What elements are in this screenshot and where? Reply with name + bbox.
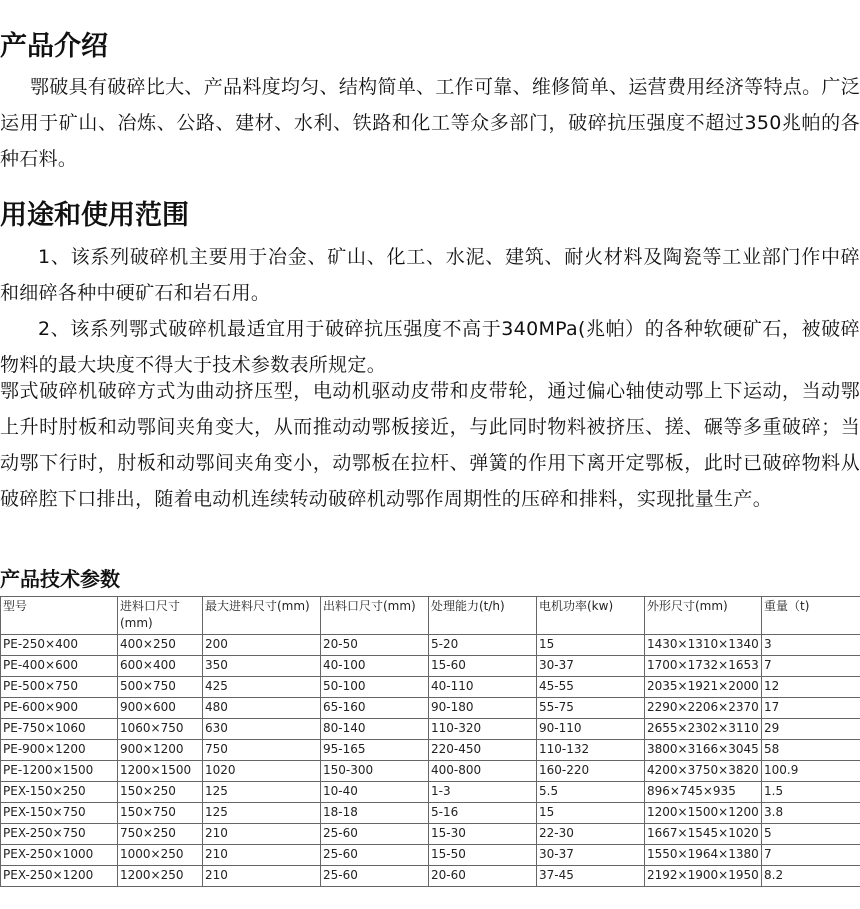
table-cell: PEX-250×1200 <box>1 866 118 887</box>
table-cell: 110-320 <box>429 719 537 740</box>
table-cell: 1020 <box>203 761 321 782</box>
table-cell: 90-110 <box>537 719 645 740</box>
table-cell: 22-30 <box>537 824 645 845</box>
column-header: 外形尺寸(mm) <box>645 597 762 635</box>
table-cell: 3.8 <box>762 803 860 824</box>
table-cell: 2655×2302×3110 <box>645 719 762 740</box>
table-cell: 1430×1310×1340 <box>645 635 762 656</box>
table-cell: 5-16 <box>429 803 537 824</box>
table-cell: 55-75 <box>537 698 645 719</box>
table-cell: 58 <box>762 740 860 761</box>
table-cell: 630 <box>203 719 321 740</box>
table-cell: 896×745×935 <box>645 782 762 803</box>
table-cell: PE-1200×1500 <box>1 761 118 782</box>
table-cell: 45-55 <box>537 677 645 698</box>
table-cell: 29 <box>762 719 860 740</box>
table-cell: 2192×1900×1950 <box>645 866 762 887</box>
table-row <box>1 761 860 782</box>
column-header: 电机功率(kw) <box>537 597 645 635</box>
table-row <box>1 635 860 656</box>
table-cell: 5-20 <box>429 635 537 656</box>
intro-heading: 产品介绍 <box>0 31 108 62</box>
table-cell: 30-37 <box>537 845 645 866</box>
table-cell: 18-18 <box>321 803 429 824</box>
table-cell: 1.5 <box>762 782 860 803</box>
table-cell: 210 <box>203 824 321 845</box>
table-cell: 1-3 <box>429 782 537 803</box>
table-cell: 7 <box>762 656 860 677</box>
table-row <box>1 782 860 803</box>
table-cell: 125 <box>203 803 321 824</box>
table-cell: PE-400×600 <box>1 656 118 677</box>
table-cell: PE-750×1060 <box>1 719 118 740</box>
table-cell: 1200×250 <box>118 866 203 887</box>
table-cell: 5.5 <box>537 782 645 803</box>
table-cell: 125 <box>203 782 321 803</box>
table-cell: 1060×750 <box>118 719 203 740</box>
intro-text: 鄂破具有破碎比大、产品料度均匀、结构简单、工作可靠、维修简单、运营费用经济等特点。广泛运用于矿山、冶炼、公路、建材、水利、铁路和化工等众多部门，破碎抗压强度不超过350兆帕的各种石料。 <box>0 76 860 170</box>
intro-paragraph <box>0 69 860 177</box>
table-cell: 25-60 <box>321 824 429 845</box>
table-cell: 2290×2206×2370 <box>645 698 762 719</box>
table-cell: 100.9 <box>762 761 860 782</box>
table-cell: 15-50 <box>429 845 537 866</box>
table-cell: 25-60 <box>321 866 429 887</box>
table-cell: 5 <box>762 824 860 845</box>
table-row <box>1 845 860 866</box>
specs-table <box>0 596 860 887</box>
table-cell: 480 <box>203 698 321 719</box>
table-cell: 7 <box>762 845 860 866</box>
table-cell: 90-180 <box>429 698 537 719</box>
table-cell: 25-60 <box>321 845 429 866</box>
table-cell: 750×250 <box>118 824 203 845</box>
table-cell: 150-300 <box>321 761 429 782</box>
table-cell: 1667×1545×1020 <box>645 824 762 845</box>
table-cell: 50-100 <box>321 677 429 698</box>
table-cell: 600×400 <box>118 656 203 677</box>
table-cell: 3 <box>762 635 860 656</box>
table-row <box>1 698 860 719</box>
table-cell: 900×600 <box>118 698 203 719</box>
table-cell: 1550×1964×1380 <box>645 845 762 866</box>
table-cell: 37-45 <box>537 866 645 887</box>
table-cell: 350 <box>203 656 321 677</box>
column-header: 出料口尺寸(mm) <box>321 597 429 635</box>
table-cell: 15 <box>537 635 645 656</box>
table-cell: 80-140 <box>321 719 429 740</box>
table-cell: 1200×1500 <box>118 761 203 782</box>
table-cell: 150×250 <box>118 782 203 803</box>
table-body <box>1 635 860 887</box>
table-cell: PEX-150×250 <box>1 782 118 803</box>
column-header: 处理能力(t/h) <box>429 597 537 635</box>
table-cell: 1200×1500×1200 <box>645 803 762 824</box>
table-cell: 8.2 <box>762 866 860 887</box>
table-cell: 12 <box>762 677 860 698</box>
table-cell: 30-37 <box>537 656 645 677</box>
table-row <box>1 803 860 824</box>
usage-item-2-text: 2、该系列鄂式破碎机最适宜用于破碎抗压强度不高于340MPa(兆帕）的各种软硬矿石，被破碎物料的最大块度不得大于技术参数表所规定。 <box>0 318 860 376</box>
table-cell: 425 <box>203 677 321 698</box>
table-cell: 500×750 <box>118 677 203 698</box>
usage-heading: 用途和使用范围 <box>0 200 189 231</box>
table-row <box>1 824 860 845</box>
table-row <box>1 656 860 677</box>
table-cell: 40-100 <box>321 656 429 677</box>
table-row <box>1 740 860 761</box>
table-cell: 150×750 <box>118 803 203 824</box>
table-cell: 210 <box>203 845 321 866</box>
table-cell: 400×250 <box>118 635 203 656</box>
specs-heading: 产品技术参数 <box>0 567 120 591</box>
table-cell: 15-60 <box>429 656 537 677</box>
column-header: 最大进料尺寸(mm) <box>203 597 321 635</box>
usage-item-1 <box>0 239 860 311</box>
column-header: 进料口尺寸(mm) <box>118 597 203 635</box>
table-cell: 15-30 <box>429 824 537 845</box>
table-cell: 220-450 <box>429 740 537 761</box>
table-cell: 17 <box>762 698 860 719</box>
table-cell: PEX-150×750 <box>1 803 118 824</box>
working-principle-paragraph: 鄂式破碎机破碎方式为曲动挤压型，电动机驱动皮带和皮带轮，通过偏心轴使动鄂上下运动，当动鄂上升时肘板和动鄂间夹角变大，从而推动动鄂板接近，与此同时物料被挤压、搓、碾等多重破碎；当动鄂下行时，肘板和动鄂间夹角变小，动鄂板在拉杆、弹簧的作用下离开定鄂板，此时已破碎物料从破碎腔下口排出，随着电动机连续转动破碎机动鄂作周期性的压碎和排料，实现批量生产。 <box>0 380 860 510</box>
table-cell: 200 <box>203 635 321 656</box>
table-row <box>1 866 860 887</box>
table-cell: 20-50 <box>321 635 429 656</box>
column-header: 重量（t) <box>762 597 860 635</box>
column-header: 型号 <box>1 597 118 635</box>
table-cell: 4200×3750×3820 <box>645 761 762 782</box>
table-cell: 15 <box>537 803 645 824</box>
table-cell: 400-800 <box>429 761 537 782</box>
table-cell: 40-110 <box>429 677 537 698</box>
table-cell: 160-220 <box>537 761 645 782</box>
table-cell: 210 <box>203 866 321 887</box>
table-cell: 10-40 <box>321 782 429 803</box>
table-row <box>1 677 860 698</box>
table-cell: 1000×250 <box>118 845 203 866</box>
table-header-row <box>1 597 860 635</box>
usage-item-1-text: 1、该系列破碎机主要用于冶金、矿山、化工、水泥、建筑、耐火材料及陶瓷等工业部门作中碎和细碎各种中硬矿石和岩石用。 <box>0 246 860 304</box>
table-cell: 95-165 <box>321 740 429 761</box>
table-cell: 750 <box>203 740 321 761</box>
table-row <box>1 719 860 740</box>
table-cell: PEX-250×750 <box>1 824 118 845</box>
table-cell: PE-900×1200 <box>1 740 118 761</box>
table-cell: 900×1200 <box>118 740 203 761</box>
table-cell: PEX-250×1000 <box>1 845 118 866</box>
table-cell: 2035×1921×2000 <box>645 677 762 698</box>
table-cell: PE-500×750 <box>1 677 118 698</box>
table-cell: PE-600×900 <box>1 698 118 719</box>
table-cell: 110-132 <box>537 740 645 761</box>
table-cell: PE-250×400 <box>1 635 118 656</box>
table-cell: 65-160 <box>321 698 429 719</box>
table-cell: 3800×3166×3045 <box>645 740 762 761</box>
table-cell: 1700×1732×1653 <box>645 656 762 677</box>
table-cell: 20-60 <box>429 866 537 887</box>
